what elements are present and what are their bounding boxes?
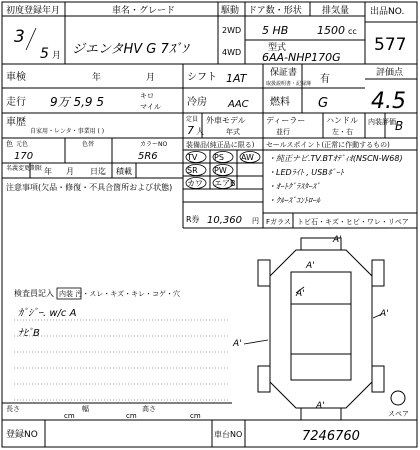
equip-PS: PS (214, 153, 224, 162)
warranty-sub: 取扱説明書・記録簿 (266, 81, 312, 87)
drive-2wd: 2WD (222, 26, 242, 35)
inspector-sub: 内装 汚・スレ・キズ・キレ・コゲ・穴 (59, 290, 181, 298)
doors-label: ドア数・形状 (248, 6, 302, 16)
color-no-label: カラーNO (140, 141, 168, 148)
equip-Ab: エアB (214, 179, 236, 188)
shaken-year: 年 (92, 73, 102, 83)
month-unit: 月 (52, 51, 62, 61)
handle-sub: 左・右 (332, 128, 353, 136)
dim-height-unit: cm (190, 412, 201, 420)
car-diagram (232, 235, 405, 420)
car-name-value: ジエンタHV G 7ｽﾞｿ (72, 42, 189, 57)
ac-label: 冷房 (187, 97, 207, 108)
mileage-value: 9万 5,9 5 (50, 95, 104, 109)
warranty-label: 保証書 (270, 68, 298, 78)
fuel-value: G (318, 96, 329, 111)
first-reg-month: 5 (40, 46, 49, 62)
dim-height-label: 高さ (142, 405, 156, 413)
chassis-value: 7246760 (302, 429, 360, 444)
glass-label: Fガラス (266, 218, 291, 226)
fuel-label: 燃料 (270, 97, 290, 108)
first-reg-label: 初度登録年月 (6, 6, 61, 16)
shaken-month: 月 (146, 73, 156, 83)
original-color-value: 170 (14, 151, 34, 162)
damage-mark-4: A' (380, 309, 389, 319)
sales-label: セールスポイント(正常に作動するもの) (266, 141, 390, 149)
equip-SR: SR (187, 166, 198, 175)
notes-label: 注意事項(欠品・修復・不具合箇所および状態) (6, 183, 173, 192)
first-reg-year: 3 (14, 27, 25, 47)
inspector-note-1: ｶﾞｼﾞｰ. w/c A (18, 308, 77, 319)
score-label: 評価点 (376, 68, 404, 78)
dim-width-unit: cm (126, 412, 137, 420)
cc-unit: cc (348, 27, 357, 36)
history-label: 車歴 (6, 117, 26, 128)
damage-mark-1: A' (333, 235, 342, 245)
mile-unit: マイル (140, 103, 161, 111)
history-sub: 自家用・レンタ・事業用 ( ) (30, 128, 105, 135)
r-ticket-value: 10,360 (207, 215, 242, 226)
drive-label: 駆動 (221, 6, 240, 16)
inspector-note-2: ﾅﾋﾞB (18, 328, 40, 339)
paint-label: 色替 (82, 141, 95, 148)
sales-points-list (268, 154, 403, 205)
shift-value: 1AT (226, 72, 247, 85)
name-change-label: 名義変更期限 (6, 165, 43, 172)
shaken-label: 車検 (6, 72, 26, 83)
dim-width-label: 幅 (82, 405, 89, 413)
inspector-lines (14, 320, 230, 400)
damage-mark-3: A' (296, 289, 305, 299)
lot-label: 出品NO. (370, 7, 405, 17)
color-no-value: 5R6 (138, 151, 158, 162)
shift-label: シフト (187, 72, 217, 83)
glass-sub: トビ石・キズ・ヒビ・ワレ・リペア (297, 218, 409, 226)
damage-mark-6: A' (316, 401, 325, 411)
ac-value: AAC (228, 99, 249, 110)
dim-length-label: 長さ (6, 405, 20, 413)
spare-label: スペア (388, 410, 409, 418)
sales-point: ・純正ナビ.TV.BTｵﾃﾞｨｵ(NSCN-W68) (268, 154, 403, 163)
name-change-day: 日迄 (90, 167, 106, 176)
equip-PW: PW (214, 166, 227, 175)
dealer-label: ディーラー (266, 116, 306, 125)
interior-value: B (395, 119, 404, 133)
km-unit: キロ (140, 92, 154, 100)
dealer-sub: 並行 (276, 128, 290, 136)
capacity-unit: 人 (196, 127, 204, 136)
reg-no-label: 登録NO (6, 430, 38, 440)
equipment-grid (183, 150, 263, 202)
sales-point: ・LEDﾗｲﾄ , USBﾎﾟｰﾄ (268, 168, 344, 177)
color-label: 色 (6, 140, 13, 148)
capacity-value: 7 (187, 124, 194, 137)
lot-number: 577 (374, 35, 407, 55)
exterior-label: 外車モデル (206, 116, 246, 125)
equip-label: 装備品(純正品に限る) (186, 141, 255, 149)
car-name-label: 車名・グレード (112, 6, 176, 16)
damage-mark-5: A' (233, 339, 242, 349)
r-ticket-unit: 円 (252, 217, 259, 225)
inspector-label: 検査員記入 (14, 289, 54, 298)
name-change-month: 月 (66, 167, 74, 176)
doors-value: 5 HB (262, 24, 289, 37)
exterior-sub: 年式 (226, 128, 240, 136)
loading-label: 積載 (116, 167, 132, 176)
damage-mark-2: A' (306, 261, 315, 271)
equip-Ka: カワ (187, 179, 203, 188)
drive-4wd: 4WD (222, 48, 242, 57)
displacement-value: 1500 (317, 24, 345, 37)
interior-label: 内装評価 (368, 118, 396, 126)
model-label: 型式 (268, 43, 287, 53)
handle-label: ハンドル (326, 116, 358, 125)
equip-AW: AW (241, 153, 254, 162)
r-ticket-label: R券 (186, 215, 200, 224)
sales-point: ・ｸﾙｰｽﾞｺﾝﾄﾛｰﾙ (268, 196, 320, 205)
original-color-label: 元色 (16, 141, 29, 148)
warranty-value: 有 (320, 74, 330, 85)
model-value: 6AA-NHP170G (262, 51, 341, 64)
equip-TV: TV (187, 153, 198, 162)
chassis-label: 車台NO (214, 430, 243, 439)
score-value: 4.5 (371, 89, 406, 114)
capacity-label: 定員 (186, 116, 199, 123)
sales-point: ・ｵｰﾄｸﾞﾗｽﾀｰｽﾞ (268, 182, 320, 191)
displacement-label: 排気量 (322, 6, 350, 16)
name-change-year: 年 (44, 167, 52, 176)
mileage-label: 走行 (6, 97, 26, 108)
dim-length-unit: cm (64, 412, 75, 420)
